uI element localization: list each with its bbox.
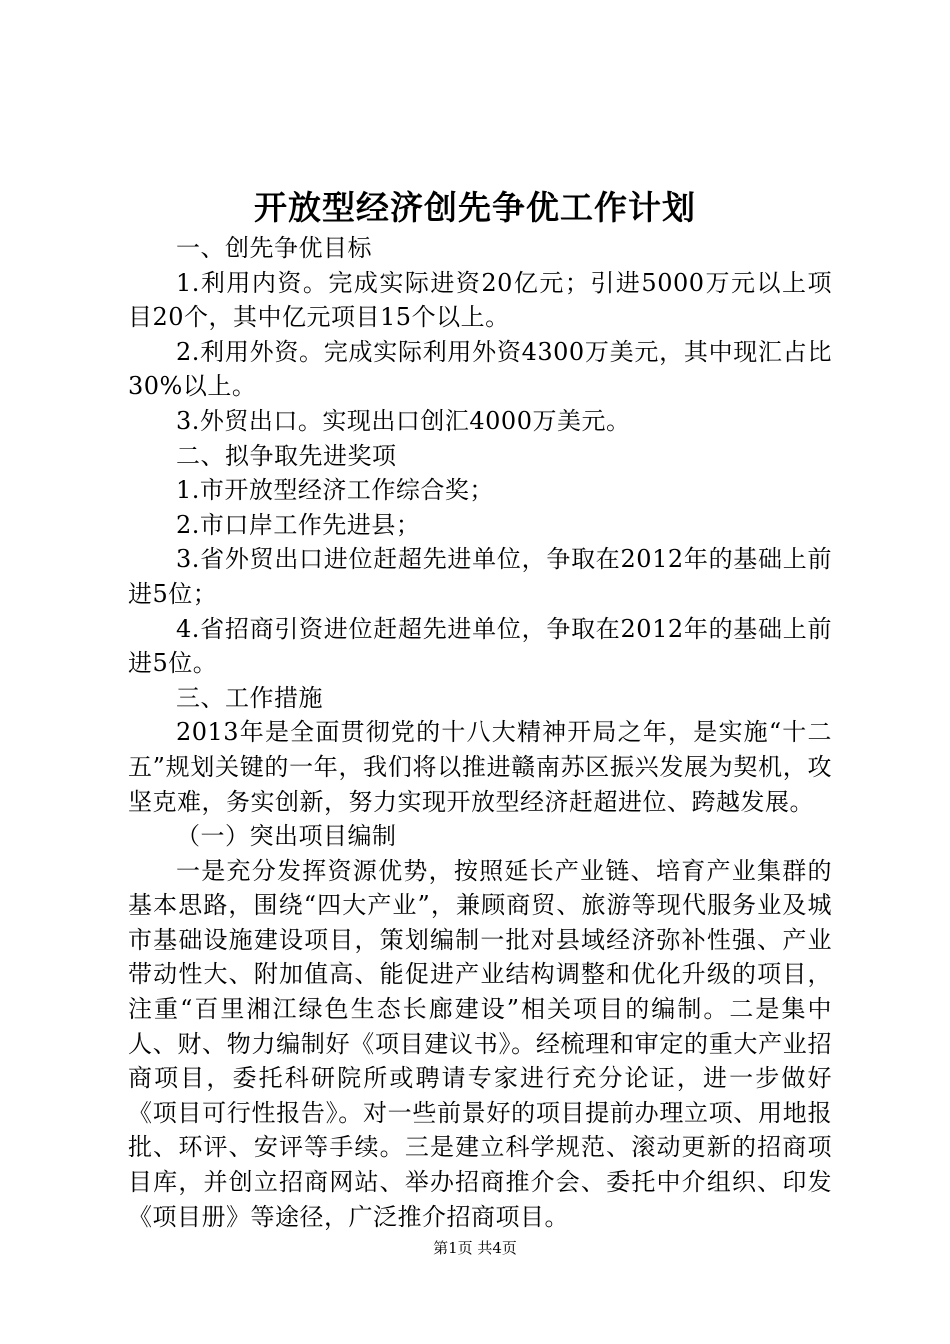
paragraph-foreign-investment: 2.利用外资。完成实际利用外资4300万美元，其中现汇占比30%以上。 xyxy=(128,337,832,401)
paragraph-award-2: 2.市口岸工作先进县； xyxy=(176,510,421,539)
page-footer: 第1页 共4页 xyxy=(433,1239,517,1257)
paragraph-award-1: 1.市开放型经济工作综合奖； xyxy=(176,476,494,505)
section-heading-measures: 三、工作措施 xyxy=(176,683,323,712)
section-heading-awards: 二、拟争取先进奖项 xyxy=(176,441,397,470)
subsection-heading-projects: （一）突出项目编制 xyxy=(176,822,397,851)
document-title: 开放型经济创先争优工作计划 xyxy=(254,188,696,227)
paragraph-export: 3.外贸出口。实现出口创汇4000万美元。 xyxy=(176,406,631,435)
document-body xyxy=(128,231,832,1234)
paragraph-measures-intro: 2013年是全面贯彻党的十八大精神开局之年，是实施“十二五”规划关键的一年，我们将以推进赣南苏区振兴发展为契机，攻坚克难，务实创新，努力实现开放型经济赶超进位、跨越发展。 xyxy=(128,718,832,816)
paragraph-project-details: 一是充分发挥资源优势，按照延长产业链、培育产业集群的基本思路，围绕“四大产业”，兼顾商贸、旅游等现代服务业及城市基础设施建设项目，策划编制一批对县域经济弥补性强、产业带动性大、附加值高、能促进产业结构调整和优化升级的项目，注重“百里湘江绿色生态长廊建设”相关项目的编制。二是集中人、财、物力编制好《项目建议书》。经梳理和审定的重大产业招商项目，委托科研院所或聘请专家进行充分论证，进一步做好《项目可行性报告》。对一些前景好的项目提前办理立项、用地报批、环评、安评等手续。三是建立科学规范、滚动更新的招商项目库，并创立招商网站、举办招商推介会、委托中介组织、印发《项目册》等途径，广泛推介招商项目。 xyxy=(128,856,832,1231)
paragraph-award-3: 3.省外贸出口进位赶超先进单位，争取在2012年的基础上前进5位； xyxy=(128,545,832,608)
paragraph-domestic-investment: 1.利用内资。完成实际进资20亿元；引进5000万元以上项目20个，其中亿元项目15个以上。 xyxy=(128,268,832,332)
section-heading-goals: 一、创先争优目标 xyxy=(176,234,372,262)
paragraph-award-4: 4.省招商引资进位赶超先进单位，争取在2012年的基础上前进5位。 xyxy=(128,614,832,678)
